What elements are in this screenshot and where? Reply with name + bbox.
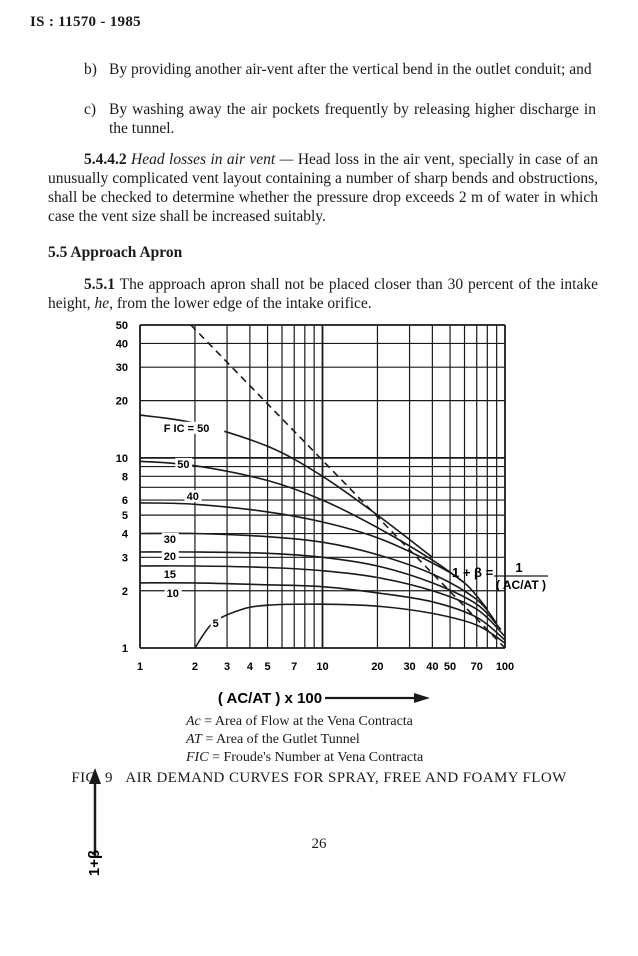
clause-title: Head losses in air vent — [131,151,294,168]
definition-fic [186,749,423,767]
curve-fic-5 [195,604,505,648]
y-tick-label: 1 [121,643,128,655]
y-tick-label: 3 [121,552,128,565]
y-tick-label: 8 [121,471,128,484]
y-tick-label: 2 [121,585,128,598]
clause-body: Head loss in the air vent, specially in case of an unusually complicated vent layout containing a number of sharp bends and obstructions, shall be checked to determine whether the pressure drop exceeds 2 m of water in which case the vent size shall be increased suitably. [48,151,598,225]
curve-label: 40 [186,491,199,504]
clause-body-end: , from the lower edge of the intake orifice. [109,295,372,312]
x-axis-label: ( AC/AT ) x 100 [217,690,323,707]
x-tick-label: 5 [264,661,271,673]
y-tick-label: 6 [121,495,128,508]
x-tick-label: 30 [403,661,416,673]
intake-height-symbol: he [94,295,110,312]
x-tick-label: 3 [224,661,231,673]
standard-header: IS : 11570 - 1985 [30,14,141,30]
clause-5-5-1 [48,275,598,313]
curve-label: 50 [177,458,190,471]
clause-5-4-4-2 [48,150,598,226]
equation-lhs: 1 + β = [452,565,494,580]
y-tick-label: 4 [121,528,128,541]
list-item-b [84,60,596,79]
definition-text: = Area of Flow at the Vena Contracta [200,714,413,729]
chart-grid [140,325,505,648]
y-tick-label: 10 [115,452,128,465]
list-item-label: b) [84,61,97,78]
figure-title: AIR DEMAND CURVES FOR SPRAY, FREE AND FOAMY FLOW [125,770,567,786]
curve-fic-50 [140,458,465,583]
x-tick-label: 1 [136,661,144,673]
definition-symbol: AT [186,732,202,747]
figure-number: FIG. 9 [71,770,113,786]
x-axis-arrow-head [414,693,430,703]
y-tick-label: 5 [121,510,128,523]
chart-curve-labels [162,422,225,630]
curve-fic-30 [140,533,497,623]
y-tick-label: 50 [115,320,128,332]
curve-label: 15 [163,569,177,582]
x-axis-arrow [325,693,430,703]
curve-label: 30 [163,533,177,546]
y-axis-label: 1+β [86,849,103,877]
definition-symbol: FIC [186,750,209,765]
figure-caption [0,770,638,787]
equation-annotation [452,560,548,592]
definition-at [186,731,423,749]
list-item-text: By washing away the air pockets frequently by releasing higher discharge in the tunnel. [109,101,596,137]
curve-label: 5 [212,618,219,631]
page-number: 26 [311,836,327,852]
x-tick-label: 70 [470,661,483,673]
x-tick-label: 40 [426,661,439,673]
clause-number: 5.5.1 [84,276,115,293]
curve-label: F IC = 50 [163,422,210,435]
clause-body: The approach apron shall not be placed closer than 30 percent of the intake height, [48,276,598,312]
y-tick-label: 20 [115,395,128,408]
y-tick-label: 30 [115,362,128,375]
curve-label: 20 [163,550,177,563]
section-heading: 5.5 Approach Apron [48,244,183,261]
clause-number: 5.4.4.2 [84,151,127,168]
definition-ac [186,713,423,731]
definition-text: = Area of the Gutlet Tunnel [201,732,360,747]
x-tick-label: 2 [191,661,199,673]
x-tick-label: 20 [371,661,384,673]
figure-definitions [186,713,423,767]
x-tick-label: 10 [316,661,329,673]
x-tick-label: 50 [443,661,457,673]
list-item-text: By providing another air-vent after the vertical bend in the outlet conduit; and [109,61,592,78]
x-tick-label: 100 [495,661,515,673]
curve-label: 10 [166,587,179,600]
equation-numerator: 1 [515,560,523,575]
equation-denominator: ( AC/AT ) [496,578,546,592]
list-item-label: c) [84,101,97,118]
y-tick-label: 40 [115,338,128,351]
definition-text: = Froude's Number at Vena Contracta [208,750,424,765]
definition-symbol: Ac [186,714,201,729]
x-tick-label: 4 [246,661,253,673]
list-item-c [84,100,596,138]
x-tick-label: 7 [291,661,298,673]
